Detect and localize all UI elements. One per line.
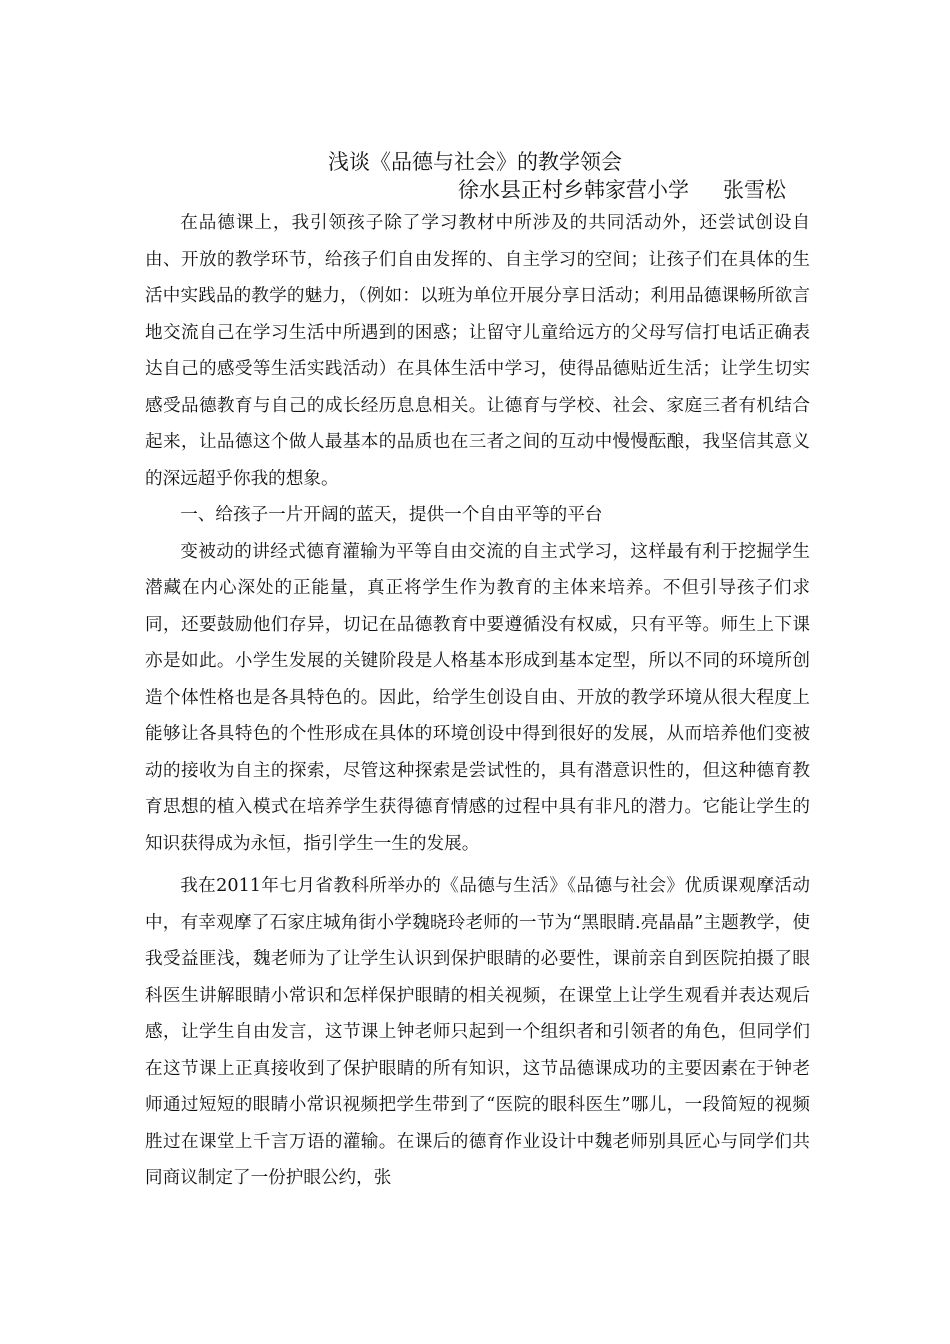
author-name: 张雪松 (723, 178, 786, 202)
document-title: 浅谈《品德与社会》的教学领会 (328, 150, 622, 174)
section-heading: 一、给孩子一片开阔的蓝天，提供一个自由平等的平台 (180, 505, 603, 525)
author-line (458, 176, 786, 204)
paragraph-example: 我在2011年七月省教科所举办的《品德与生活》《品德与社会》优质课观摩活动中，有幸观摩了石家庄城角街小学魏晓玲老师的一节为“黑眼睛.亮晶晶”主题教学，使我受益匪浅，魏老师为了让学生认识到保护眼睛的必要性，课前亲自到医院拍摄了眼科医生讲解眼睛小常识和怎样保护眼睛的相关视频，在课堂上让学生观看并表达观后感，让学生自由发言，这节课上钟老师只起到一个组织者和引领者的角色，但同学们在这节课上正真接收到了保护眼睛的所有知识，这节品德课成功的主要因素在于钟老师通过短短的眼睛小常识视频把学生带到了“医院的眼科医生”哪儿，一段简短的视频胜过在课堂上千言万语的灌输。在课后的德育作业设计中魏老师别具匠心与同学们共同商议制定了一份护眼公约，张 (145, 876, 810, 1188)
document-body (145, 205, 810, 1197)
paragraph-intro: 在品德课上，我引领孩子除了学习教材中所涉及的共同活动外，还尝试创设自由、开放的教学环节，给孩子们自由发挥的、自主学习的空间；让孩子们在具体的生活中实践品的教学的魅力，（例如：以班为单位开展分享日活动；利用品德课畅所欲言地交流自己在学习生活中所遇到的困惑；让留守儿童给远方的父母写信打电话正确表达自己的感受等生活实践活动）在具体生活中学习，使得品德贴近生活；让学生切实感受品德教育与自己的成长经历息息相关。让德育与学校、社会、家庭三者有机结合起来，让品德这个做人最基本的品质也在三者之间的互动中慢慢酝酿，我坚信其意义的深远超乎你我的想象。 (145, 213, 810, 489)
paragraph-section-one: 变被动的讲经式德育灌输为平等自由交流的自主式学习，这样最有利于挖掘学生潜藏在内心深处的正能量，真正将学生作为教育的主体来培养。不但引导孩子们求同，还要鼓励他们存异，切记在品德教育中要遵循没有权威，只有平等。师生上下课亦是如此。小学生发展的关键阶段是人格基本形成到基本定型，所以不同的环境所创造个体性格也是各具特色的。因此，给学生创设自由、开放的教学环境从很大程度上能够让各具特色的个性形成在具体的环境创设中得到很好的发展，从而培养他们变被动的接收为自主的探索，尽管这种探索是尝试性的，具有潜意识性的，但这种德育教育思想的植入模式在培养学生获得德育情感的过程中具有非凡的潜力。它能让学生的知识获得成为永恒，指引学生一生的发展。 (145, 541, 810, 854)
author-school: 徐水县正村乡韩家营小学 (458, 178, 689, 202)
